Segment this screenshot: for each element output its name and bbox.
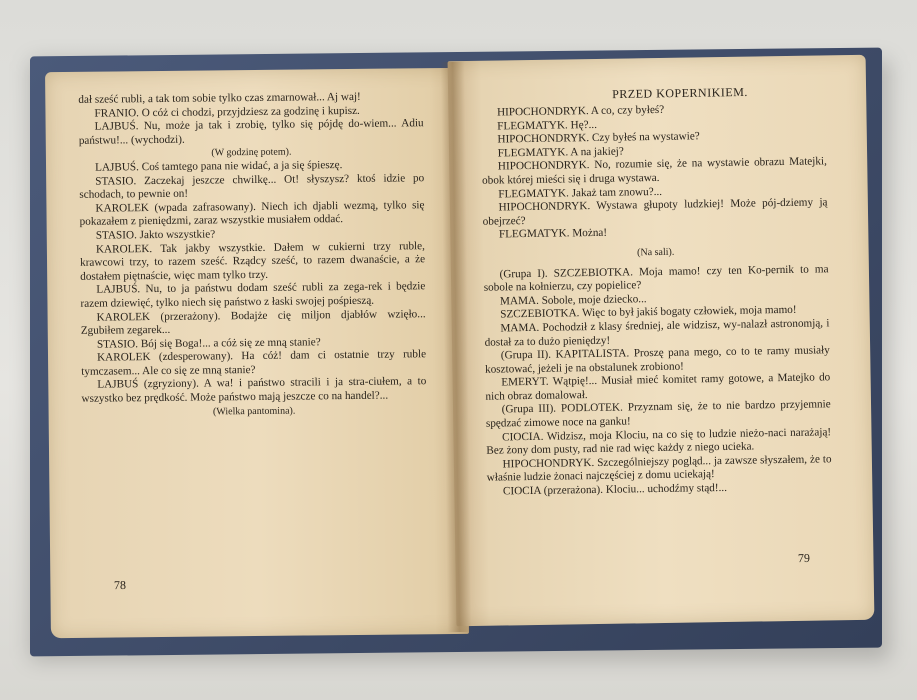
running-head: PRZED KOPERNIKIEM. [612,84,748,102]
text-line: LAJBUŚ. Coś tamtego pana nie widać, a ja się śpieszę. [95,159,343,174]
text-line: KAROLEK (wpada zafrasowany). Niech ich djabli wezmą, tylko się pokazałem z pieniędzmi, zaraz wszystkie musiałem oddać. [79,198,425,229]
right-page-number: 79 [797,550,811,566]
text-line: (Grupa II). KAPITALISTA. Proszę pana mego, co to te ramy musiały kosztować, jeżeli je na obstalunek zrobiono! [484,344,830,376]
right-page-text [481,101,832,499]
left-page-number: 78 [113,577,127,593]
text-line: MAMA. Pochodził z klasy średniej, ale widzisz, wy-nalazł astronomją, i dostał za to dużo pieniędzy! [484,317,830,349]
text-line: HIPOCHONDRYK. Szczególniejszy pogląd... ja zawsze słyszałem, że to właśnie ludzie żonaci najczęściej z domu uciekają! [486,453,832,485]
text-line: STASIO. Zaczekaj jeszcze chwilkę... Ot! słyszysz? ktoś idzie po schodach, to pewnie on! [79,171,425,201]
text-line: LAJBUŚ. Nu, może ja tak i zrobię, tylko się pójdę do-wiem... Adiu państwu!... (wychodzi). [78,117,424,147]
text-line: SZCZEBIOTKA. Więc to był jakiś bogaty człowiek, moja mamo! [500,304,797,321]
stage-direction: (W godzinę potem). [211,146,292,159]
text-line: CIOCIA. Widzisz, moja Klociu, na co się to ludzie nieżo-naci narażają! Bez żony dom pusty, rad nie rad więc każdy z niego ucieka. [486,425,832,457]
text-line: HIPOCHONDRYK. A co, czy byłeś? [496,103,665,119]
text-line: KAROLEK. Tak jakby wszystkie. Dałem w cukierni trzy ruble, krawcowi trzy, to razem sześć. Rządcy sześć, to razem dwanaście, a że dostałem piętnaście, więc mam tylko trzy. [80,239,426,283]
text-line: EMERYT. Wątpię!... Musiał mieć komitet ramy gotowe, a Matejko do nich obraz domalował. [485,371,831,403]
text-line: STASIO. Jakto wszystkie? [95,228,216,242]
text-line: FLEGMATYK. Jakaż tam znowu?... [498,185,663,201]
text-line: HIPOCHONDRYK. Czy byłeś na wystawie? [497,130,700,146]
text-line: (Grupa III). PODLOTEK. Przyznam się, że to nie bardzo przyjemnie spędzać zimowe noce na ganku! [485,398,831,430]
text-line: CIOCIA (przerażona). Klociu... uchodźmy stąd!... [502,481,728,498]
text-line: FLEGMATYK. A na jakiej? [497,145,624,160]
text-line: MAMA. Sobole, moje dziecko... [499,292,647,308]
text-line: FLEGMATYK. Hę?... [497,118,598,133]
text-line: KAROLEK (zdesperowany). Ha cóż! dam ci ostatnie trzy ruble tymczasem... Ale co się ze mną stanie? [81,348,427,378]
text-line: FLEGMATYK. Można! [498,227,608,241]
left-page-text [78,90,426,420]
text-line: LAJBUŚ. Nu, to ja państwu dodam sześć rubli za zega-rek i będzie razem dziewięć, tylko niech się państwo z łaski swojej pośpieszą. [80,280,426,310]
text-line: STASIO. Bój się Boga!... a cóż się ze mną stanie? [96,335,321,351]
text-line: KAROLEK (przerażony). Bodajże cię miljon djabłów wzięło... Zgubiłem zegarek... [80,307,426,337]
text-line: (Grupa I). SZCZEBIOTKA. Moja mamo! czy ten Ko-pernik to ma sobole na kołnierzu, czy popielice? [483,262,829,294]
text-line: LAJBUŚ (zgryziony). A wa! i państwo stracili i ja stra-ciułem, a to wszystko bez prędkość. Może państwo mają jeszcze co na handel?... [81,375,427,405]
stage-direction: (Wielka pantomina). [212,405,296,418]
text-line: FRANIO. O cóż ci chodzi, przyjdziesz za godzinę i kupisz. [94,104,360,120]
text-line: dał sześć rubli, a tak tom sobie tylko czas zmarnował... Aj waj! [78,90,361,106]
text-line: HIPOCHONDRYK. No, rozumie się, że na wystawie obrazu Matejki, obok której mieści się i druga wystawa. [482,155,827,187]
text-line: HIPOCHONDRYK. Wystawa głupoty ludzkiej! Może pój-dziemy ją obejrzeć? [482,196,828,228]
stage-direction: (Na sali). [637,246,675,259]
